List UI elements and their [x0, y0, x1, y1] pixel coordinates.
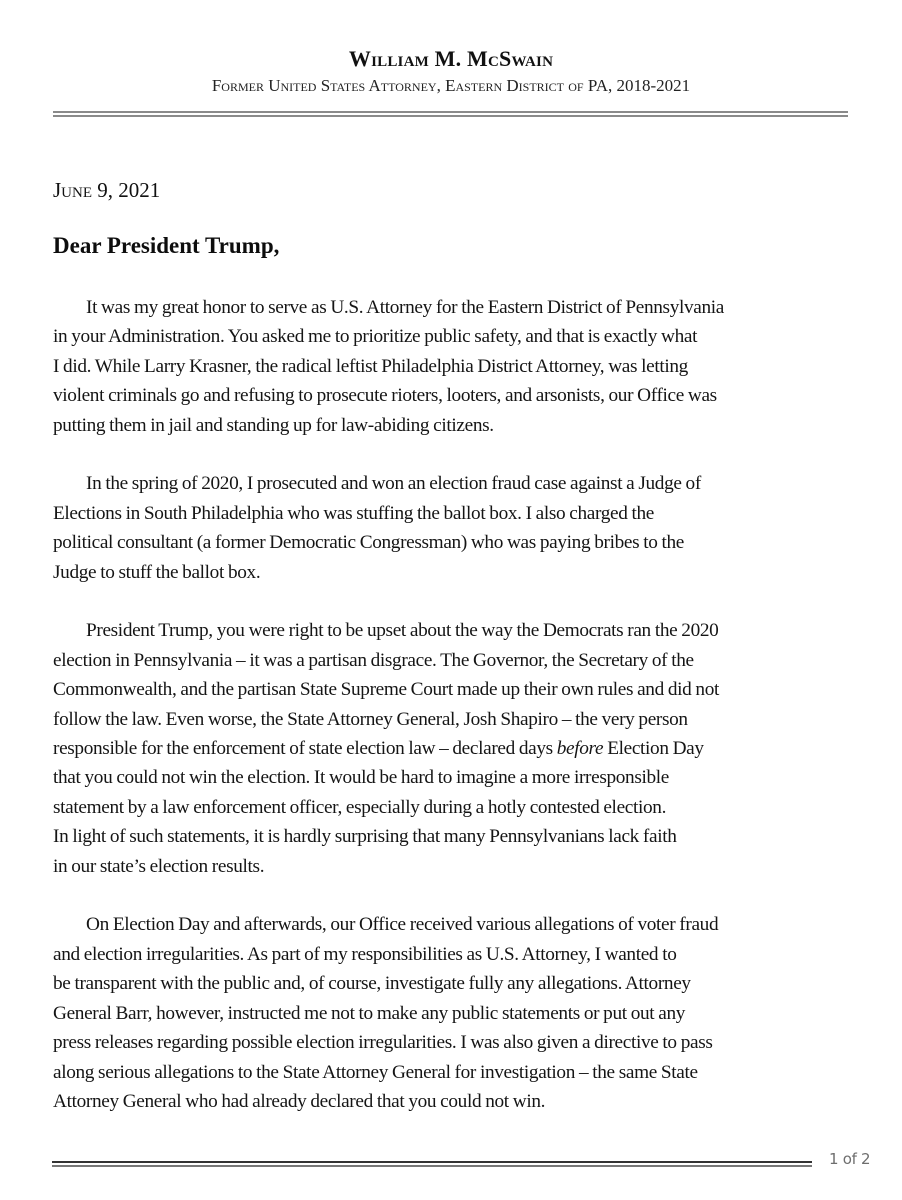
text-line: In the spring of 2020, I prosecuted and won an election fraud case against a Judge of: [86, 473, 701, 495]
text-line: General Barr, however, instructed me not to make any public statements or put out any: [53, 1002, 686, 1024]
salutation: Dear President Trump,: [53, 233, 280, 258]
text-line: putting them in jail and standing up for law-abiding citizens.: [53, 414, 494, 436]
text-line: President Trump, you were right to be upset about the way the Democrats ran the 2020: [86, 620, 719, 642]
paragraph-4: [53, 910, 868, 1116]
text-line: press releases regarding possible election irregularities. I was also given a directive to pass: [53, 1032, 713, 1054]
header-double-rule: [53, 111, 848, 117]
text-line: follow the law. Even worse, the State Attorney General, Josh Shapiro – the very person: [53, 708, 688, 730]
text-line: along serious allegations to the State Attorney General for investigation – the same State: [53, 1061, 698, 1083]
footer-double-rule: [52, 1161, 812, 1167]
text-line: election in Pennsylvania – it was a partisan disgrace. The Governor, the Secretary of the: [53, 649, 694, 671]
text-line: On Election Day and afterwards, our Office received various allegations of voter fraud: [86, 914, 719, 936]
text-line: Commonwealth, and the partisan State Supreme Court made up their own rules and did not: [53, 679, 719, 701]
text-line: be transparent with the public and, of course, investigate fully any allegations. Attorney: [53, 973, 691, 995]
paragraph-2: [53, 469, 868, 587]
text-line: Elections in South Philadelphia who was stuffing the ballot box. I also charged the: [53, 502, 654, 524]
text-line: It was my great honor to serve as U.S. Attorney for the Eastern District of Pennsylvania: [86, 297, 724, 318]
text-segment: Election Day: [603, 738, 704, 760]
text-line: violent criminals go and refusing to prosecute rioters, looters, and arsonists, our Office was: [53, 385, 717, 407]
text-line: that you could not win the election. It would be hard to imagine a more irresponsible: [53, 767, 670, 789]
text-line: Judge to stuff the ballot box.: [53, 561, 261, 583]
text-line-with-emphasis: [53, 734, 868, 763]
text-line: In light of such statements, it is hardly surprising that many Pennsylvanians lack faith: [53, 826, 677, 848]
letter-body: [53, 293, 868, 1146]
text-line: in your Administration. You asked me to prioritize public safety, and that is exactly what: [53, 326, 698, 348]
letterhead-name: William M. McSwain: [348, 46, 554, 71]
letter-date: June 9, 2021: [53, 178, 161, 202]
text-line: Attorney General who had already declared that you could not win.: [53, 1090, 546, 1112]
emphasis-text: before: [556, 738, 604, 760]
text-line: and election irregularities. As part of my responsibilities as U.S. Attorney, I wanted to: [53, 943, 677, 965]
page-indicator: 1 of 2: [829, 1150, 871, 1168]
paragraph-1: [53, 293, 868, 440]
text-line: I did. While Larry Krasner, the radical leftist Philadelphia District Attorney, was letting: [53, 355, 688, 377]
letterhead-title: Former United States Attorney, Eastern District of PA, 2018-2021: [211, 76, 691, 95]
text-line: statement by a law enforcement officer, especially during a hotly contested election.: [53, 796, 667, 818]
text-line: in our state’s election results.: [53, 855, 265, 877]
text-line: political consultant (a former Democratic Congressman) who was paying bribes to the: [53, 532, 685, 554]
paragraph-3: [53, 616, 868, 881]
text-segment: responsible for the enforcement of state election law – declared days: [53, 738, 557, 760]
